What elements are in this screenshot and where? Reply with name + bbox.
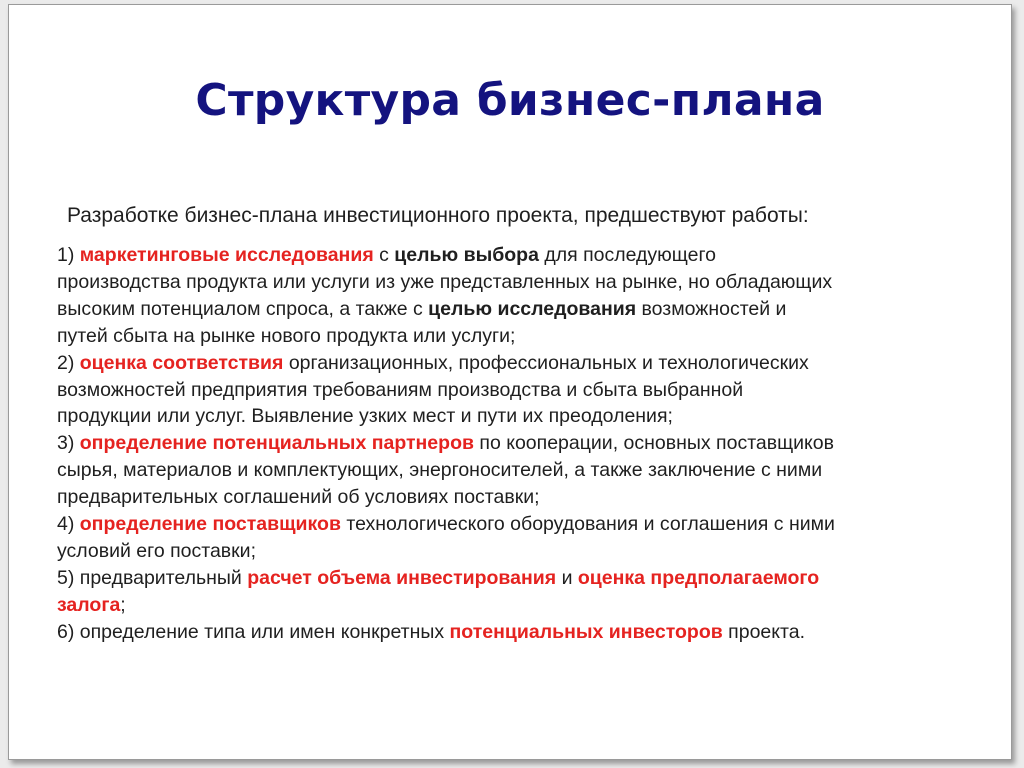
list-item-6-line-1	[57, 619, 977, 646]
text: 1)	[57, 244, 80, 266]
list-item-2-line-1	[57, 350, 977, 377]
list-item-4-line-1	[57, 511, 977, 538]
text: организационных, профессиональных и технологических	[283, 351, 809, 374]
list-item-5-line-2	[57, 592, 977, 619]
text: для последующего	[538, 244, 716, 266]
intro-text: Разработке бизнес-плана инвестиционного проекта, предшествуют работы:	[67, 204, 809, 227]
text: и	[556, 566, 578, 589]
text: 3)	[57, 432, 80, 455]
text: 2)	[57, 351, 80, 374]
list-item-2-line-3: продукции или услуг. Выявление узких мест и пути их преодоления;	[57, 405, 673, 428]
list-item-1-line-4: путей сбыта на рынке нового продукта или услуги;	[57, 324, 516, 347]
text: 5) предварительный	[57, 566, 248, 589]
list-item-3-line-1	[57, 430, 977, 457]
highlight-text: оценка соответствия	[79, 351, 284, 374]
list-item-2-line-2: возможностей предприятия требованиям производства и сбыта выбранной	[57, 378, 744, 401]
text: 4)	[57, 513, 80, 536]
text: высоким потенциалом спроса, а также с	[57, 297, 429, 320]
list-item-3-line-3: предварительных соглашений об условиях поставки;	[57, 486, 540, 509]
list-item-1-line-1	[57, 242, 977, 269]
highlight-text: потенциальных инвесторов	[449, 620, 723, 643]
list-item-1-line-3	[57, 296, 977, 323]
list-item-5-line-1	[57, 565, 977, 592]
highlight-text: определение потенциальных партнеров	[79, 432, 474, 455]
list-item-1-line-2: производства продукта или услуги из уже представленных на рынке, но обладающих	[57, 270, 833, 293]
text: технологического оборудования и соглашения с ними	[340, 513, 835, 536]
text: по кооперации, основных поставщиков	[473, 432, 835, 455]
bold-text: целью выбора	[394, 244, 539, 266]
list-item-4-line-2: условий его поставки;	[57, 539, 256, 562]
slide	[8, 4, 1012, 760]
text: 6) определение типа или имен конкретных	[57, 620, 450, 643]
highlight-text: расчет объема инвестирования	[247, 566, 557, 589]
bold-text: целью исследования	[428, 297, 637, 320]
text: с	[373, 244, 395, 266]
highlight-text: определение поставщиков	[79, 513, 341, 536]
highlight-text: залога	[57, 593, 121, 616]
text: проекта.	[722, 620, 805, 643]
highlight-text: маркетинговые исследования	[79, 244, 374, 266]
work-list	[57, 242, 977, 646]
text: возможностей и	[636, 297, 787, 320]
text: ;	[120, 593, 126, 616]
highlight-text: оценка предполагаемого	[577, 566, 820, 589]
slide-title: Структура бизнес-плана	[195, 75, 825, 126]
list-item-3-line-2: сырья, материалов и комплектующих, энергоносителей, а также заключение с ними	[57, 459, 823, 482]
